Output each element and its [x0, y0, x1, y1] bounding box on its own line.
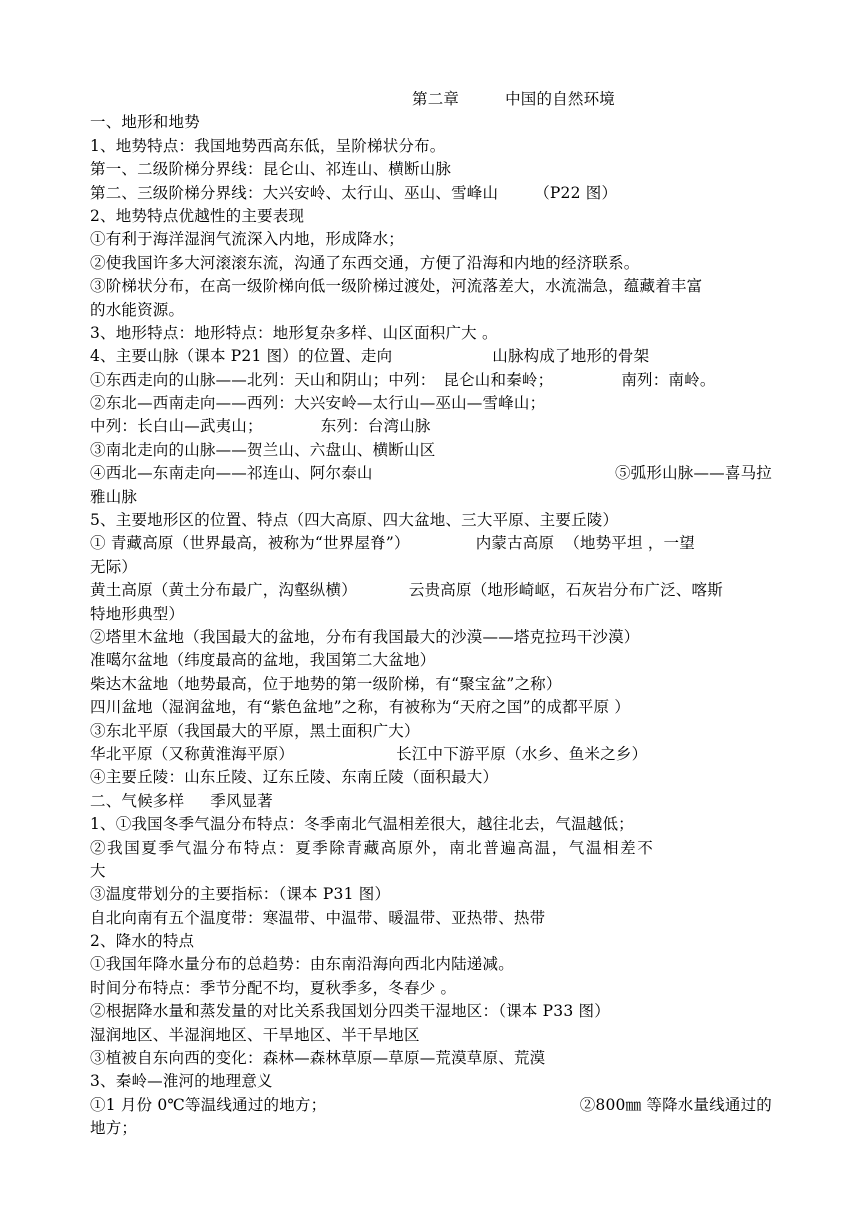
text-line: 1、地势特点：我国地势西高东低，呈阶梯状分布。	[90, 136, 446, 155]
text-segment: 黄土高原（黄土分布最广，沟壑纵横）	[90, 581, 357, 600]
text-segment: 内蒙古高原	[475, 534, 555, 553]
text-line	[90, 182, 772, 205]
text-line: 1、①我国冬季气温分布特点：冬季南北气温相差很大，越往北去，气温越低；	[90, 815, 634, 834]
text-segment: 二、气候多样	[90, 791, 185, 810]
text-line	[90, 1094, 772, 1117]
text-segment: 山脉构成了地形的骨架	[492, 347, 650, 366]
text-line: 3、秦岭—淮河的地理意义	[90, 1072, 273, 1091]
text-line: 无际）	[90, 557, 138, 576]
text-line: 雅山脉	[90, 487, 138, 506]
text-segment: 云贵高原（地形崎岖，石灰岩分布广泛、喀斯	[408, 581, 723, 600]
section-heading: 一、地形和地势	[90, 113, 200, 132]
text-line: ①有利于海洋湿润气流深入内地，形成降水；	[90, 230, 405, 249]
chapter-number: 第二章	[412, 90, 460, 108]
text-line: ②东北—西南走向——西列：大兴安岭—太行山—巫山—雪峰山；	[90, 394, 546, 413]
text-line: 湿润地区、半湿润地区、干旱地区、半干旱地区	[90, 1025, 420, 1044]
text-line: 柴达木盆地（地势最高，位于地势的第一级阶梯，有“聚宝盆”之称）	[90, 674, 562, 693]
text-line: 的水能资源。	[90, 300, 185, 319]
text-segment: 东列：台湾山脉	[320, 417, 431, 436]
text-line: ②塔里木盆地（我国最大的盆地，分布有我国最大的沙漠——塔克拉玛干沙漠）	[90, 627, 640, 646]
text-line: 第一、二级阶梯分界线：昆仑山、祁连山、横断山脉	[90, 160, 452, 179]
text-line: ③植被自东向西的变化：森林—森林草原—草原—荒漠草原、荒漠	[90, 1049, 546, 1068]
text-line: 2、地势特点优越性的主要表现	[90, 206, 305, 225]
figure-reference: （P22 图）	[534, 183, 618, 202]
text-segment: 昆仑山和秦岭；	[443, 370, 554, 389]
text-line: ②根据降水量和蒸发量的对比关系我国划分四类干湿地区：（课本 P33 图）	[90, 1002, 610, 1021]
text-line: ④主要丘陵：山东丘陵、辽东丘陵、东南丘陵（面积最大）	[90, 768, 499, 787]
text-line: 四川盆地（湿润盆地，有“紫色盆地”之称，有被称为“天府之国”的成都平原 ）	[90, 698, 631, 717]
text-line	[90, 345, 772, 368]
text-line: 时间分布特点：季节分配不均，夏秋季多，冬春少 。	[90, 978, 457, 997]
text-line	[90, 415, 772, 438]
text-segment: 4、主要山脉（课本 P21 图）的位置、走向	[90, 347, 393, 366]
text-line: 大	[90, 861, 106, 880]
text-segment: （地势平坦 ，一望	[564, 534, 695, 553]
text-segment: ⑤弧形山脉——喜马拉	[614, 464, 772, 483]
text-line: 自北向南有五个温度带：寒温带、中温带、暖温带、亚热带、热带	[90, 908, 546, 927]
text-line: 地方；	[90, 1119, 138, 1138]
chapter-title	[90, 88, 772, 111]
text-line: 特地形典型）	[90, 604, 185, 623]
text-segment: ①1 月份 0℃等温线通过的地方；	[90, 1095, 327, 1114]
text-line	[90, 579, 772, 602]
text-line	[90, 743, 772, 766]
text-segment: 第二、三级阶梯分界线：大兴安岭、太行山、巫山、雪峰山	[90, 183, 499, 202]
text-line: ①我国年降水量分布的总趋势：由东南沿海向西北内陆递减。	[90, 955, 514, 974]
text-segment: ②800㎜ 等降水量线通过的	[579, 1095, 772, 1114]
text-segment: ④西北—东南走向——祁连山、阿尔泰山	[90, 464, 373, 483]
text-line: 2、降水的特点	[90, 932, 195, 951]
chapter-name: 中国的自然环境	[505, 90, 616, 108]
text-segment: 南列：南岭。	[621, 370, 716, 389]
document-page	[90, 88, 772, 1141]
text-line	[90, 532, 772, 555]
text-line: ③南北走向的山脉——贺兰山、六盘山、横断山区	[90, 440, 436, 459]
text-segment: 长江中下游平原（水乡、鱼米之乡）	[396, 744, 648, 763]
text-line: 3、地形特点：地形特点：地形复杂多样、山区面积广大 。	[90, 323, 498, 342]
text-line: ②使我国许多大河滚滚东流，沟通了东西交通，方便了沿海和内地的经济联系。	[90, 253, 640, 272]
text-line: 5、主要地形区的位置、特点（四大高原、四大盆地、三大平原、主要丘陵）	[90, 511, 619, 530]
text-segment: ①东西走向的山脉——北列：天山和阴山；中列：	[90, 370, 436, 389]
text-segment: ① 青藏高原（世界最高，被称为“世界屋脊”）	[90, 534, 410, 553]
text-line: ③阶梯状分布，在高一级阶梯向低一级阶梯过渡处，河流落差大，水流湍急，蕴藏着丰富	[90, 277, 703, 296]
text-line: ③温度带划分的主要指标：（课本 P31 图）	[90, 885, 391, 904]
text-segment: 季风显著	[210, 791, 274, 810]
section-heading	[90, 790, 772, 813]
text-line	[90, 462, 772, 485]
text-line: ③东北平原（我国最大的平原，黑土面积广大）	[90, 721, 420, 740]
text-line	[90, 369, 772, 392]
text-line: 准噶尔盆地（纬度最高的盆地，我国第二大盆地）	[90, 651, 436, 670]
text-segment: 中列：长白山—武夷山；	[90, 417, 263, 436]
text-segment: 华北平原（又称黄淮海平原）	[90, 744, 295, 763]
text-line: ②我国夏季气温分布特点：夏季除青藏高原外，南北普遍高温，气温相差不	[90, 838, 655, 857]
